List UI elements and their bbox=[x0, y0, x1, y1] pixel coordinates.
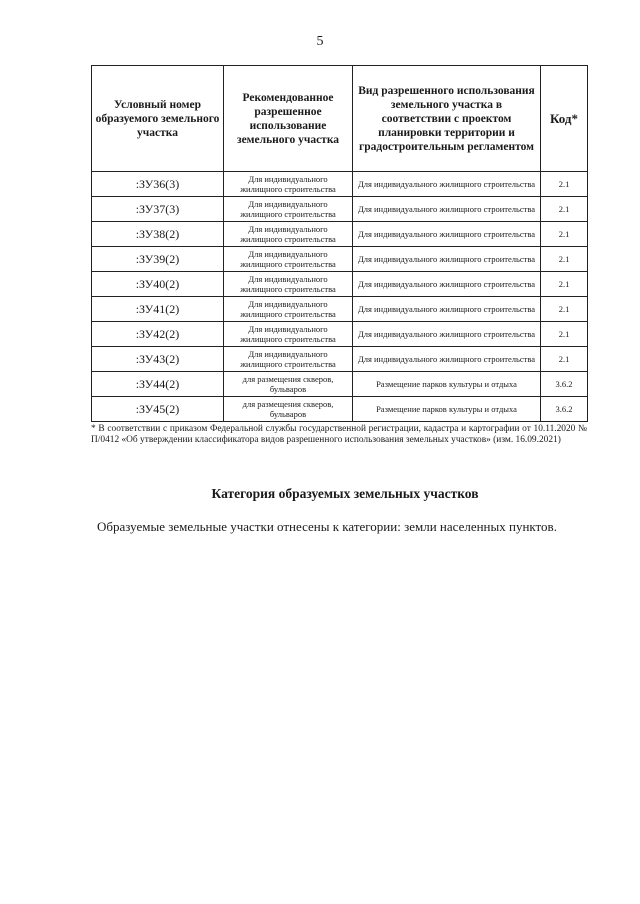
cell-code: 2.1 bbox=[541, 172, 588, 197]
header-plot-number: Условный номер образуемого земельного участка bbox=[92, 66, 224, 172]
table-row bbox=[92, 222, 588, 247]
cell-permitted-use: Размещение парков культуры и отдыха bbox=[353, 372, 541, 397]
cell-plot-number: :ЗУ37(3) bbox=[92, 197, 224, 222]
cell-recommended-use: Для индивидуального жилищного строительства bbox=[224, 272, 353, 297]
table-row bbox=[92, 372, 588, 397]
cell-recommended-use: Для индивидуального жилищного строительства bbox=[224, 247, 353, 272]
cell-code: 3.6.2 bbox=[541, 372, 588, 397]
cell-recommended-use: Для индивидуального жилищного строительства bbox=[224, 347, 353, 372]
table-row bbox=[92, 322, 588, 347]
cell-recommended-use: для размещения скверов, бульваров bbox=[224, 397, 353, 422]
cell-plot-number: :ЗУ42(2) bbox=[92, 322, 224, 347]
page-number: 5 bbox=[316, 34, 324, 49]
cell-plot-number: :ЗУ44(2) bbox=[92, 372, 224, 397]
cell-permitted-use: Для индивидуального жилищного строительства bbox=[353, 172, 541, 197]
cell-permitted-use: Размещение парков культуры и отдыха bbox=[353, 397, 541, 422]
table-header-row bbox=[92, 66, 588, 172]
cell-recommended-use: Для индивидуального жилищного строительства bbox=[224, 297, 353, 322]
cell-code: 2.1 bbox=[541, 197, 588, 222]
cell-permitted-use: Для индивидуального жилищного строительства bbox=[353, 197, 541, 222]
cell-plot-number: :ЗУ41(2) bbox=[92, 297, 224, 322]
cell-code: 2.1 bbox=[541, 297, 588, 322]
cell-permitted-use: Для индивидуального жилищного строительства bbox=[353, 347, 541, 372]
cell-permitted-use: Для индивидуального жилищного строительства bbox=[353, 297, 541, 322]
cell-permitted-use: Для индивидуального жилищного строительства bbox=[353, 247, 541, 272]
table-row bbox=[92, 347, 588, 372]
cell-code: 2.1 bbox=[541, 222, 588, 247]
table-row bbox=[92, 397, 588, 422]
header-code: Код* bbox=[541, 66, 588, 172]
table-row bbox=[92, 197, 588, 222]
cell-code: 2.1 bbox=[541, 272, 588, 297]
cell-plot-number: :ЗУ36(3) bbox=[92, 172, 224, 197]
table-row bbox=[92, 247, 588, 272]
cell-plot-number: :ЗУ40(2) bbox=[92, 272, 224, 297]
cell-code: 2.1 bbox=[541, 247, 588, 272]
cell-code: 3.6.2 bbox=[541, 397, 588, 422]
cell-code: 2.1 bbox=[541, 347, 588, 372]
cell-code: 2.1 bbox=[541, 322, 588, 347]
section-heading: Категория образуемых земельных участков bbox=[211, 486, 479, 501]
cell-plot-number: :ЗУ45(2) bbox=[92, 397, 224, 422]
table-row bbox=[92, 172, 588, 197]
category-paragraph: Образуемые земельные участки отнесены к категории: земли населенных пунктов. bbox=[97, 519, 557, 534]
land-plots-table bbox=[91, 65, 588, 422]
cell-recommended-use: Для индивидуального жилищного строительства bbox=[224, 197, 353, 222]
header-permitted-use: Вид разрешенного использования земельного участка в соответствии с проектом планировки территории и градостроительным регламентом bbox=[353, 66, 541, 172]
cell-permitted-use: Для индивидуального жилищного строительства bbox=[353, 222, 541, 247]
table-row bbox=[92, 297, 588, 322]
footnote: * В соответствии с приказом Федеральной службы государственной регистрации, кадастра и картографии от 10.11.2020 № П/0412 «Об утверждении классификатора видов разрешенного использования земельных участков» (изм. 16.09.2021) bbox=[91, 424, 587, 446]
cell-permitted-use: Для индивидуального жилищного строительства bbox=[353, 322, 541, 347]
cell-recommended-use: для размещения скверов, бульваров bbox=[224, 372, 353, 397]
cell-permitted-use: Для индивидуального жилищного строительства bbox=[353, 272, 541, 297]
table-row bbox=[92, 272, 588, 297]
cell-recommended-use: Для индивидуального жилищного строительства bbox=[224, 172, 353, 197]
cell-plot-number: :ЗУ43(2) bbox=[92, 347, 224, 372]
cell-plot-number: :ЗУ38(2) bbox=[92, 222, 224, 247]
cell-plot-number: :ЗУ39(2) bbox=[92, 247, 224, 272]
header-recommended-use: Рекомендованное разрешенное использование земельного участка bbox=[224, 66, 353, 172]
cell-recommended-use: Для индивидуального жилищного строительства bbox=[224, 222, 353, 247]
cell-recommended-use: Для индивидуального жилищного строительства bbox=[224, 322, 353, 347]
